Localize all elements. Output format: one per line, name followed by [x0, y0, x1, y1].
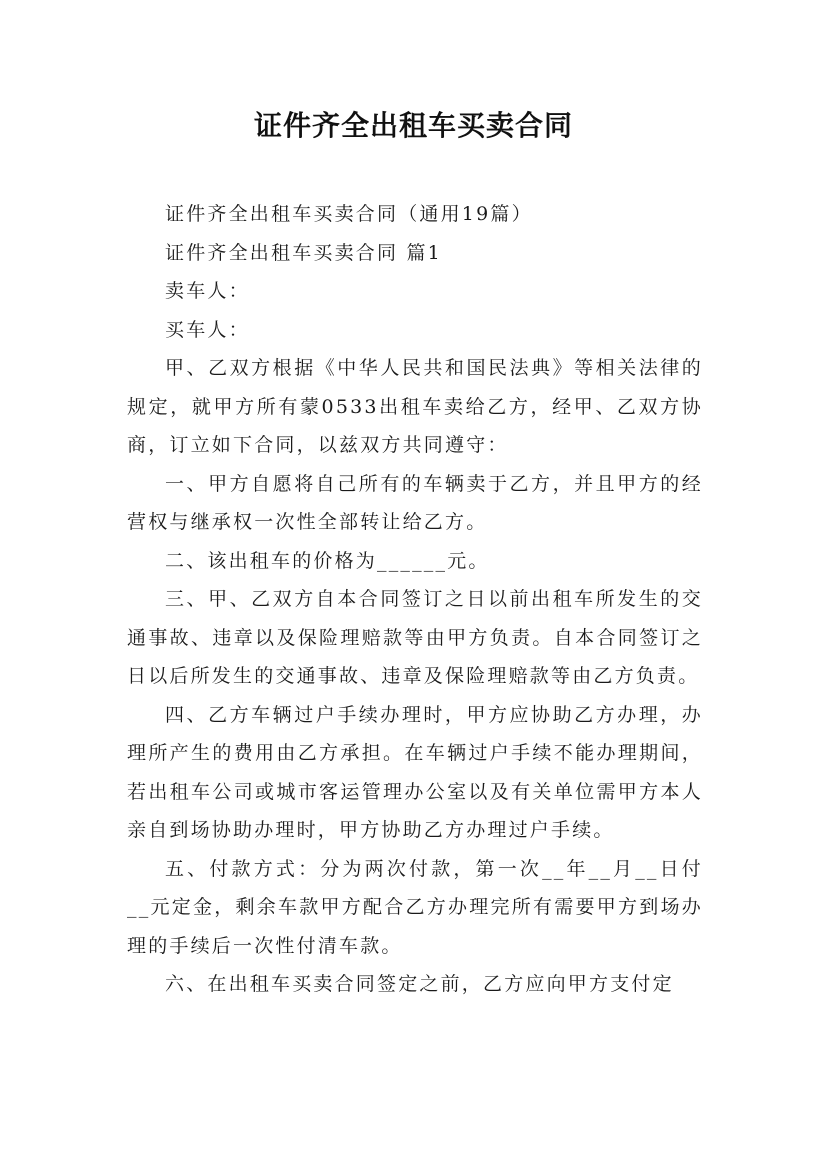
- paragraph-clause-3: 三、甲、乙双方自本合同签订之日以前出租车所发生的交通事故、违章以及保险理赔款等由甲方负责。自本合同签订之日以后所发生的交通事故、违章及保险理赔款等由乙方负责。: [127, 588, 703, 687]
- paragraph-clause-4: 四、乙方车辆过户手续办理时，甲方应协助乙方办理，办理所产生的费用由乙方承担。在车辆过户手续不能办理期间，若出租车公司或城市客运管理办公室以及有关单位需甲方本人亲自到场协助办理时，甲方协助乙方办理过户手续。: [127, 703, 703, 841]
- paragraph-section-heading: 证件齐全出租车买卖合同 篇1: [165, 241, 442, 264]
- document-title: 证件齐全出租车买卖合同: [253, 109, 573, 142]
- document-body: [127, 195, 703, 1004]
- paragraph-clause-6: 六、在出租车买卖合同签定之前，乙方应向甲方支付定: [165, 973, 674, 995]
- paragraph-preamble: 甲、乙双方根据《中华人民共和国民法典》等相关法律的规定，就甲方所有蒙0533出租车卖给乙方，经甲、乙双方协商，订立如下合同，以兹双方共同遵守：: [127, 357, 703, 456]
- paragraph-clause-2: 二、该出租车的价格为______元。: [165, 549, 490, 572]
- paragraph-buyer: 买车人：: [165, 318, 250, 341]
- paragraph-clause-1: 一、甲方自愿将自己所有的车辆卖于乙方，并且甲方的经营权与继承权一次性全部转让给乙方。: [127, 472, 703, 533]
- paragraph-subtitle: 证件齐全出租车买卖合同（通用19篇）: [165, 203, 533, 225]
- paragraph-clause-5: 五、付款方式：分为两次付款，第一次__年__月__日付__元定金，剩余车款甲方配合乙方办理完所有需要甲方到场办理的手续后一次性付清车款。: [127, 857, 703, 957]
- paragraph-seller: 卖车人：: [165, 280, 250, 302]
